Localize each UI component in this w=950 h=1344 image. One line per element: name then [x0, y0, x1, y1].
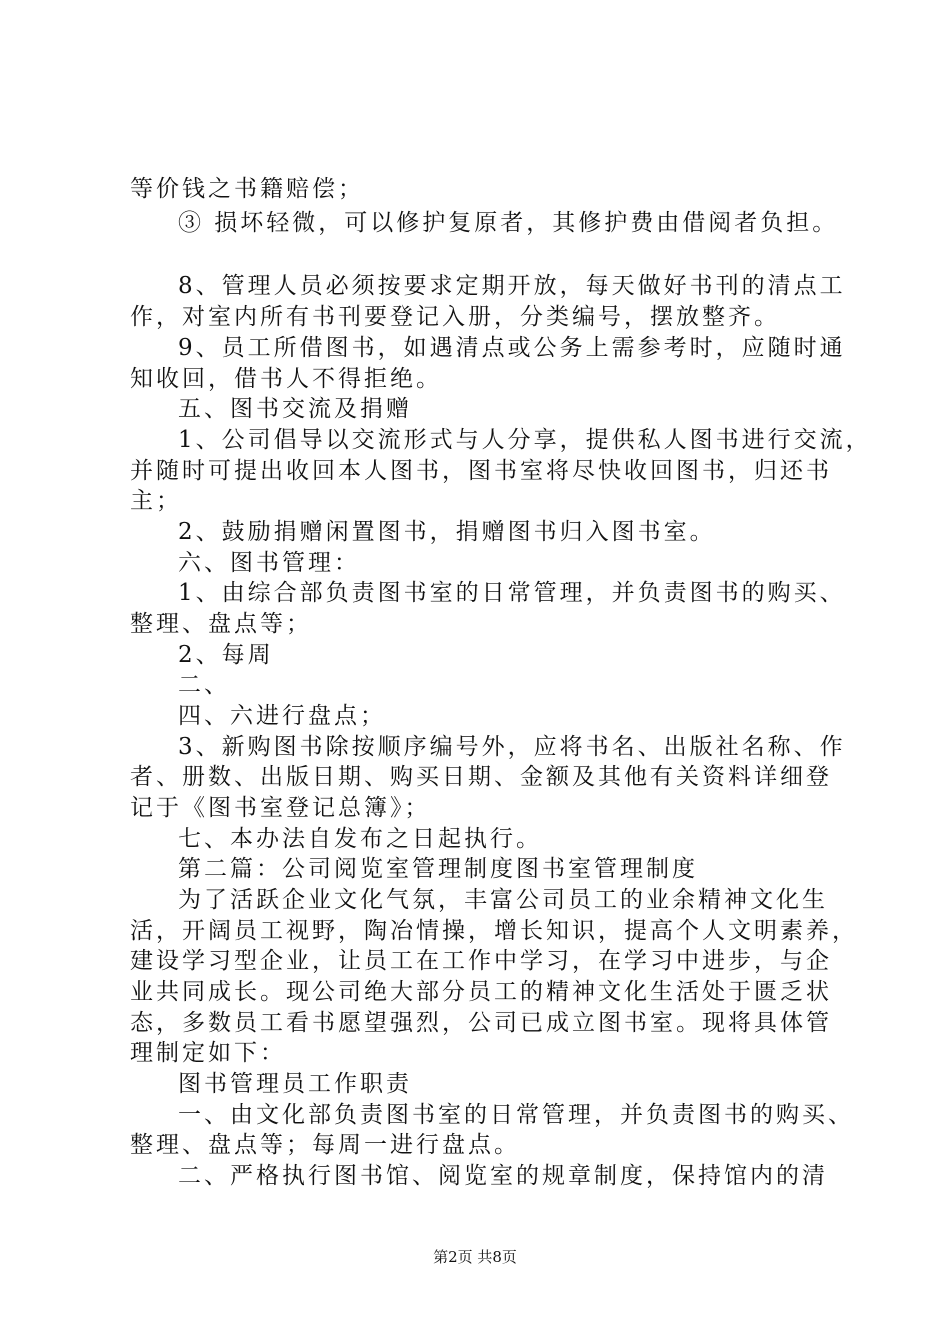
section-heading: 六、图书管理： [178, 550, 360, 576]
text-line: 并随时可提出收回本人图书，图书室将尽快收回图书，归还书 [130, 458, 832, 484]
text-line: 2、每周 [178, 642, 274, 668]
text-line: 3、新购图书除按顺序编号外，应将书名、出版社名称、作 [178, 734, 846, 760]
text-line: 理制定如下： [130, 1040, 286, 1066]
text-line: 8、管理人员必须按要求定期开放，每天做好书刊的清点工 [178, 273, 846, 299]
page-number-footer: 第2页 共8页 [433, 1248, 517, 1266]
text-line: 2、鼓励捐赠闲置图书，捐赠图书归入图书室。 [178, 519, 716, 545]
text-line: 整理、盘点等； [130, 611, 312, 637]
text-line: 四、六进行盘点； [178, 703, 386, 729]
text-line: ③ 损坏轻微，可以修护复原者，其修护费由借阅者负担。 [178, 210, 839, 236]
text-line: 记于《图书室登记总簿》； [130, 795, 431, 821]
text-line: 知收回，借书人不得拒绝。 [130, 366, 442, 392]
text-line: 者、册数、出版日期、购买日期、金额及其他有关资料详细登 [130, 764, 832, 790]
chapter-title: 第二篇：公司阅览室管理制度图书室管理制度 [178, 856, 698, 882]
text-line: 作，对室内所有书刊要登记入册，分类编号，摆放整齐。 [130, 304, 780, 330]
text-line: 业共同成长。现公司绝大部分员工的精神文化生活处于匮乏状 [130, 979, 832, 1005]
text-line: 1、由综合部负责图书室的日常管理，并负责图书的购买、 [178, 580, 846, 606]
text-line: 等价钱之书籍赔偿； [130, 176, 364, 202]
section-heading: 七、本办法自发布之日起执行。 [178, 826, 542, 852]
text-line: 为了活跃企业文化气氛，丰富公司员工的业余精神文化生 [178, 887, 828, 913]
text-line: 1、公司倡导以交流形式与人分享，提供私人图书进行交流， [178, 427, 872, 453]
text-line: 活，开阔员工视野，陶冶情操，增长知识，提高个人文明素养， [130, 918, 858, 944]
text-line: 一、由文化部负责图书室的日常管理，并负责图书的购买、 [178, 1102, 854, 1128]
text-line: 二、 [178, 672, 230, 698]
text-line: 主； [130, 488, 182, 514]
text-line: 二、严格执行图书馆、阅览室的规章制度，保持馆内的清 [178, 1163, 828, 1189]
text-line: 9、员工所借图书，如遇清点或公务上需参考时，应随时通 [178, 335, 846, 361]
text-line: 态，多数员工看书愿望强烈，公司已成立图书室。现将具体管 [130, 1010, 832, 1036]
section-heading: 图书管理员工作职责 [178, 1071, 412, 1097]
text-line: 整理、盘点等；每周一进行盘点。 [130, 1132, 520, 1158]
section-heading: 五、图书交流及捐赠 [178, 396, 412, 422]
text-line: 建设学习型企业，让员工在工作中学习，在学习中进步，与企 [130, 948, 832, 974]
